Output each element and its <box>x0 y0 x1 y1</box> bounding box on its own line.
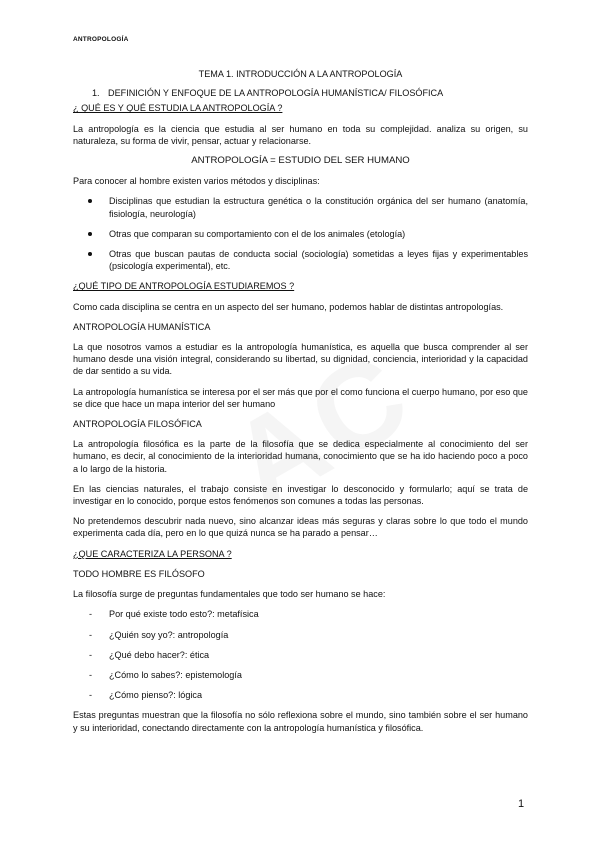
paragraph: Para conocer al hombre existen varios métodos y disciplinas: <box>73 176 320 187</box>
list-item: - ¿Quién soy yo?: antropología <box>89 629 229 640</box>
heading-todo-hombre: TODO HOMBRE ES FILÓSOFO <box>73 568 205 579</box>
dash-icon: - <box>89 629 93 640</box>
definition-equation: ANTROPOLOGÍA = ESTUDIO DEL SER HUMANO <box>191 155 410 167</box>
bullet-list <box>73 195 528 272</box>
section-number: 1. <box>92 88 100 99</box>
document-title: TEMA 1. INTRODUCCIÓN A LA ANTROPOLOGÍA <box>198 69 403 79</box>
paragraph: En las ciencias naturales, el trabajo consiste en investigar lo desconocido y formularlo; aquí se trata de investigar en lo conocido, porque estos fenómenos son comunes a todas las personas. <box>73 483 528 507</box>
dash-icon: - <box>89 609 93 620</box>
bullet-icon <box>88 252 92 256</box>
dash-list <box>73 608 528 701</box>
heading-tipo-antropologia: ¿QUÉ TIPO DE ANTROPOLOGÍA ESTUDIAREMOS ? <box>73 281 295 292</box>
list-item: Otras que buscan pautas de conducta social (sociología) sometidas a leyes fijas y experimentables (psicología experimental), etc. <box>73 248 528 272</box>
paragraph: No pretendemos descubrir nada nuevo, sino alcanzar ideas más seguras y claras sobre lo que todo el mundo experimenta cada día, pero en lo que quizá nunca se ha parado a pensar… <box>73 516 528 539</box>
heading-humanistica: ANTROPOLOGÍA HUMANÍSTICA <box>73 321 211 332</box>
paragraph: La antropología es la ciencia que estudia al ser humano en toda su complejidad. analiza su origen, su naturaleza, su forma de vivir, pensar, actuar y relacionarse. <box>73 123 528 146</box>
paragraph: La que nosotros vamos a estudiar es la antropología humanística, es aquella que busca comprender al ser humano desde una visión integral, considerando su libertad, su dignidad, conciencia, interioridad y la capacidad de dar sentido a su vida. <box>73 342 528 377</box>
paragraph: Como cada disciplina se centra en un aspecto del ser humano, podemos hablar de distintas antropologías. <box>73 301 504 312</box>
dash-icon: - <box>89 669 93 680</box>
section-title <box>73 87 528 99</box>
page-number: 1 <box>518 798 525 810</box>
paragraph: Estas preguntas muestran que la filosofía no sólo reflexiona sobre el mundo, sino también sobre el ser humano y su interioridad, conectando directamente con la antropología humanística y filosófica. <box>73 710 528 733</box>
list-item: Otras que comparan su comportamiento con el de los animales (etología) <box>73 228 528 240</box>
document-body <box>73 68 528 742</box>
heading-caracteriza-persona: ¿QUE CARACTERIZA LA PERSONA ? <box>73 548 232 559</box>
bullet-icon <box>88 232 92 236</box>
list-item: - ¿Qué debo hacer?: ética <box>89 649 210 660</box>
bullet-icon <box>88 199 92 203</box>
dash-icon: - <box>89 690 93 701</box>
list-item: - ¿Cómo pienso?: lógica <box>89 690 203 701</box>
paragraph: La filosofía surge de preguntas fundamentales que todo ser humano se hace: <box>73 589 386 600</box>
heading-que-es: ¿ QUÉ ES Y QUÉ ESTUDIA LA ANTROPOLOGÍA ? <box>73 103 283 114</box>
list-item: Disciplinas que estudian la estructura genética o la constitución orgánica del ser humano (anatomía, fisiología, neurología) <box>73 195 528 219</box>
dash-icon: - <box>89 649 93 660</box>
running-header: ANTROPOLOGÍA <box>73 36 129 43</box>
list-item: - Por qué existe todo esto?: metafísica <box>89 609 259 620</box>
heading-filosofica: ANTROPOLOGÍA FILOSÓFICA <box>73 419 202 430</box>
paragraph: La antropología filosófica es la parte de la filosofía que se dedica especialmente al conocimiento del ser humano, es decir, al conocimiento de la interioridad humana, conocimiento que se ha ido haciendo poco a poco a lo largo de la historia. <box>73 439 528 474</box>
list-item: - ¿Cómo lo sabes?: epistemología <box>89 669 242 680</box>
paragraph: La antropología humanística se interesa por el ser más que por el como funciona el cuerpo humano, por eso que se dice que hace un mapa interior del ser humano <box>73 386 528 409</box>
section-title-text: DEFINICIÓN Y ENFOQUE DE LA ANTROPOLOGÍA HUMANÍSTICA/ FILOSÓFICA <box>108 88 444 99</box>
